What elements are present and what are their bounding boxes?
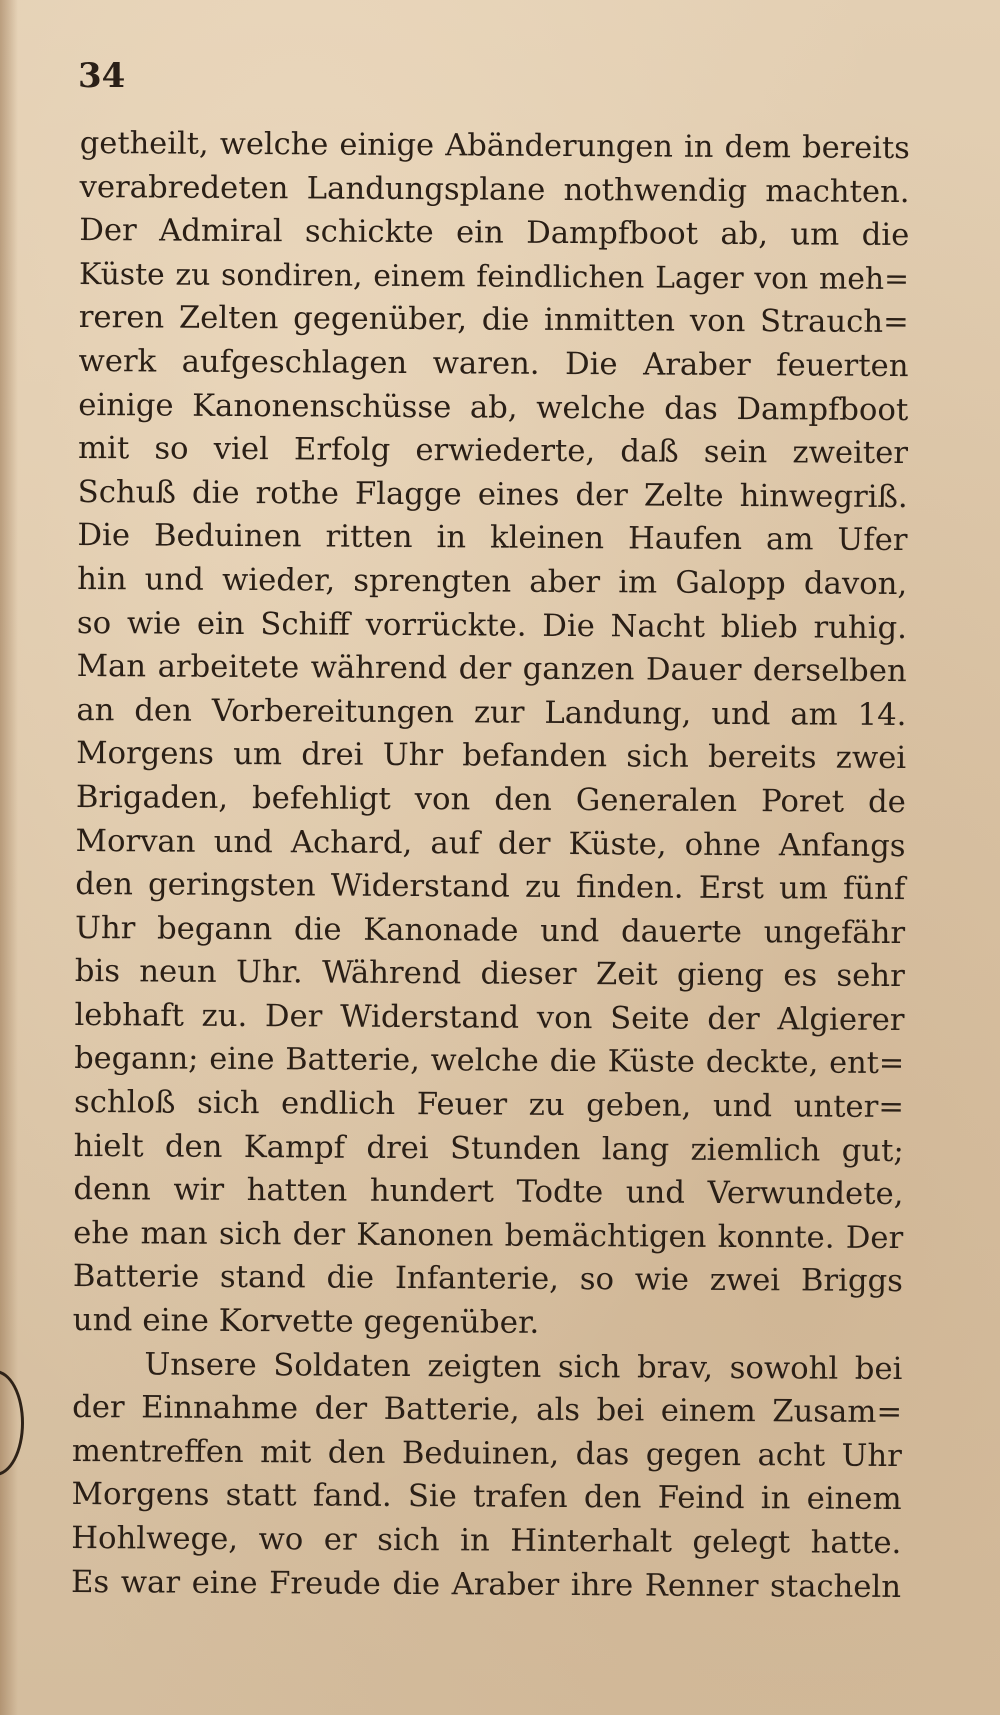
text-line: Morgens statt fand. Sie trafen den Feind in einem: [71, 1477, 902, 1518]
text-line: Der Admiral schickte ein Dampfboot ab, um die: [79, 213, 910, 254]
paragraph-end-line: und eine Korvette gegenüber.: [72, 1302, 540, 1341]
text-line: Man arbeitete während der ganzen Dauer derselben: [76, 649, 907, 690]
body-text: [71, 122, 910, 1609]
text-line: ehe man sich der Kanonen bemächtigen konnte. Der: [73, 1215, 904, 1256]
text-line: Hohlwege, wo er sich in Hinterhalt gelegt hatte.: [71, 1520, 902, 1562]
text-line: Uhr begann die Kanonade und dauerte ungefähr: [74, 910, 906, 951]
text-line: denn wir hatten hundert Todte und Verwundete,: [73, 1172, 904, 1213]
text-line: der Einnahme der Batterie, als bei einem Zusam=: [72, 1390, 903, 1431]
page-number: 34: [78, 56, 126, 96]
text-line: getheilt, welche einige Abänderungen in dem bereits: [79, 125, 910, 167]
text-line: hielt den Kampf drei Stunden lang ziemlich gut;: [73, 1128, 904, 1169]
text-line: einige Kanonenschüsse ab, welche das Dampfboot: [78, 387, 909, 428]
text-line: Küste zu sondiren, einem feindlichen Lager von meh=: [78, 256, 910, 297]
text-line: verabredeten Landungsplane nothwendig machten.: [79, 169, 910, 210]
binding-ring-mark: [0, 1370, 24, 1476]
text-line: Die Beduinen ritten in kleinen Haufen am Ufer: [77, 518, 908, 559]
text-line: Es war eine Freude die Araber ihre Renner stacheln: [70, 1564, 902, 1605]
text-line: lebhaft zu. Der Widerstand von Seite der Algierer: [74, 997, 905, 1038]
text-line: mit so viel Erfolg erwiederte, daß sein zweiter: [77, 431, 909, 472]
text-line: werk aufgeschlagen waren. Die Araber feuerten: [78, 343, 909, 385]
text-line: an den Vorbereitungen zur Landung, und am 14.: [76, 692, 907, 733]
text-line: Schuß die rothe Flagge eines der Zelte hinwegriß.: [77, 474, 908, 515]
text-line: Batterie stand die Infanterie, so wie zwei Briggs: [72, 1259, 904, 1300]
text-line: Brigaden, befehligt von den Generalen Poret de: [75, 779, 906, 820]
text-line: reren Zelten gegenüber, die inmitten von Strauch=: [78, 300, 909, 341]
text-line: mentreffen mit den Beduinen, das gegen acht Uhr: [71, 1433, 902, 1474]
text-line: begann; eine Batterie, welche die Küste deckte, ent=: [74, 1041, 905, 1082]
text-line: den geringsten Widerstand zu finden. Erst um fünf: [75, 867, 906, 908]
text-line: Morvan und Achard, auf der Küste, ohne Anfangs: [75, 823, 906, 864]
text-line: bis neun Uhr. Während dieser Zeit gieng es sehr: [74, 954, 905, 995]
text-line: schloß sich endlich Feuer zu geben, und unter=: [73, 1085, 905, 1126]
text-line: Morgens um drei Uhr befanden sich bereits zwei: [76, 736, 907, 777]
paragraph-start-line: Unsere Soldaten zeigten sich brav, sowohl bei: [144, 1347, 903, 1387]
text-line: hin und wieder, sprengten aber im Galopp davon,: [77, 561, 908, 602]
text-line: so wie ein Schiff vorrückte. Die Nacht blieb ruhig.: [76, 605, 908, 646]
